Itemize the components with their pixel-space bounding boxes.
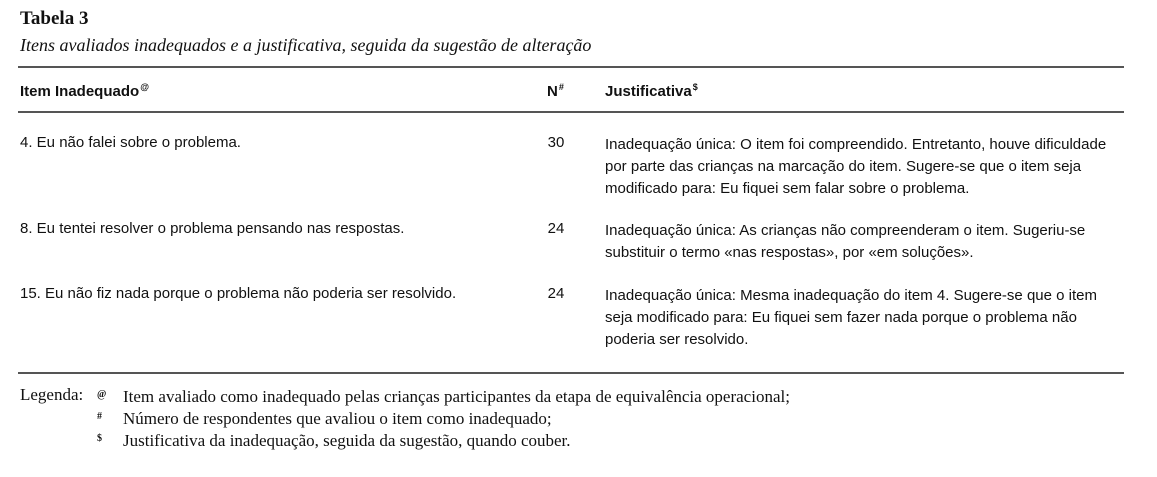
bottom-rule [18, 372, 1124, 374]
cell-item: 8. Eu tentei resolver o problema pensando nas respostas. [20, 220, 405, 237]
cell-justificativa: Inadequação única: As crianças não compreenderam o item. Sugeriu-se substituir o termo «nas respostas», por «em soluções». [605, 222, 1086, 261]
legend-text: Item avaliado como inadequado pelas crianças participantes da etapa de equivalência operacional; [123, 387, 790, 406]
table-title: Tabela 3 [20, 8, 89, 29]
legend-text: Justificativa da inadequação, seguida da sugestão, quando couber. [123, 431, 571, 450]
legend-symbol: $ [97, 433, 102, 444]
header-item [20, 82, 149, 100]
legend-symbol: # [97, 411, 102, 422]
header-justificativa-label: Justificativa [605, 83, 692, 100]
legend-label: Legenda: [20, 385, 84, 404]
cell-n: 24 [547, 220, 565, 237]
header-justificativa-mark: $ [692, 82, 698, 92]
cell-justificativa: Inadequação única: Mesma inadequação do item 4. Sugere-se que o item seja modificado para: Eu fiquei sem fazer nada porque o problema não poderia ser resolvido. [605, 287, 1097, 348]
header-n-mark: # [558, 82, 564, 92]
cell-item: 15. Eu não fiz nada porque o problema não poderia ser resolvido. [20, 285, 457, 302]
header-item-mark: @ [140, 82, 149, 92]
header-item-label: Item Inadequado [20, 83, 140, 100]
cell-n: 24 [547, 285, 565, 302]
header-n [547, 82, 564, 100]
legend-entry [97, 384, 790, 408]
legend-entry [97, 406, 552, 430]
header-n-label: N [547, 83, 558, 100]
cell-n: 30 [547, 134, 565, 151]
legend-symbol: @ [97, 389, 107, 400]
legend-entry [97, 428, 571, 452]
top-rule [18, 66, 1124, 68]
header-rule [18, 111, 1124, 113]
legend-text: Número de respondentes que avaliou o item como inadequado; [123, 409, 552, 428]
cell-justificativa: Inadequação única: O item foi compreendido. Entretanto, houve dificuldade por parte das crianças na marcação do item. Sugere-se que o item seja modificado para: Eu fiquei sem falar sobre o problema. [605, 136, 1107, 197]
table-subtitle: Itens avaliados inadequados e a justificativa, seguida da sugestão de alteração [20, 35, 592, 55]
cell-item: 4. Eu não falei sobre o problema. [20, 134, 241, 151]
header-justificativa [605, 82, 698, 100]
